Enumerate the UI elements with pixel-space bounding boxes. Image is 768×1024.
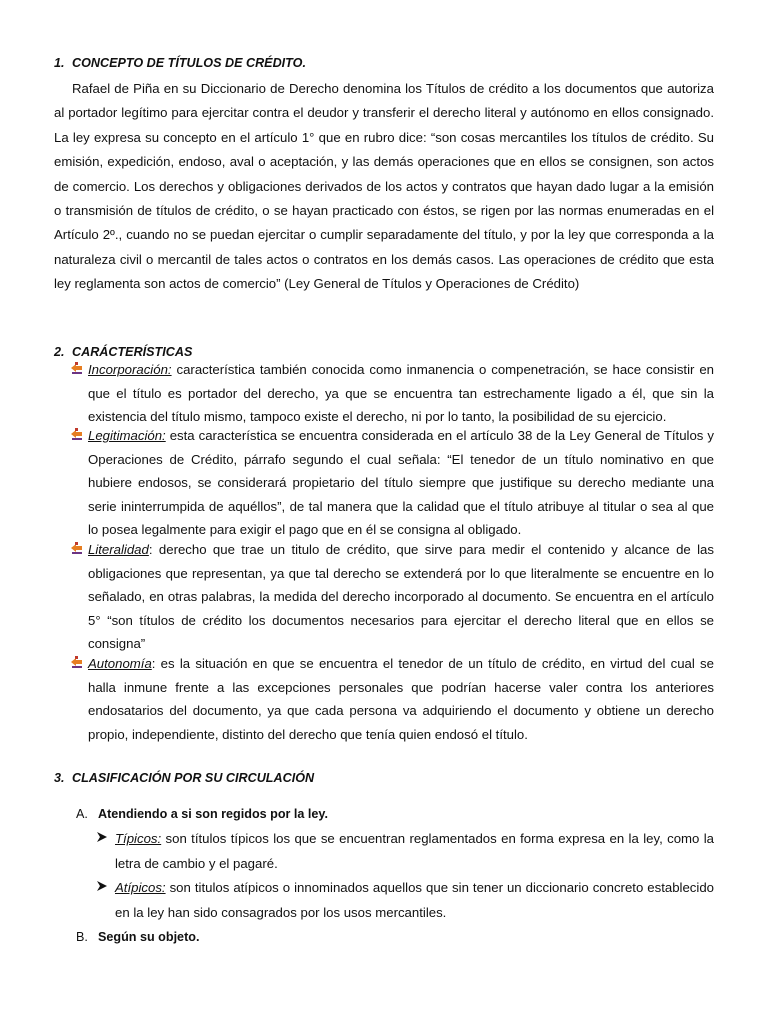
- characteristic-term: Autonomía: [88, 656, 152, 671]
- section-3-number: 3.: [54, 771, 65, 785]
- characteristic-item: [70, 424, 714, 542]
- section-3-title: CLASIFICACIÓN POR SU CIRCULACIÓN: [72, 771, 315, 785]
- classification-text: [115, 876, 714, 925]
- arrowhead-icon: [96, 831, 108, 843]
- section-2-number: 2.: [54, 345, 65, 359]
- characteristic-term: Literalidad: [88, 542, 149, 557]
- section-2-heading: [54, 345, 192, 359]
- characteristic-text: [88, 538, 714, 656]
- classification-term: Típicos:: [115, 831, 162, 846]
- hand-pointer-icon: [70, 541, 84, 555]
- characteristic-description: esta característica se encuentra considerada en el artículo 38 de la Ley General de Títulos y Operaciones de Crédito, párrafo segundo el cual señala: “El tenedor de un título nominativo en que hubiere endosos, se considerará propietario del título siempre que justifique su derecho mediante una serie ininterrumpida de aquéllos”, de tal manera que la calidad que el título atribuye al titular o sea al que lo posea legalmente para exigir el pago que en él se consigna al obligado.: [88, 428, 714, 537]
- characteristic-item: [70, 538, 714, 656]
- characteristic-item: [70, 358, 714, 429]
- group-letter: B.: [76, 930, 88, 944]
- characteristic-text: [88, 652, 714, 746]
- group-letter: A.: [76, 807, 88, 821]
- classification-item: [96, 827, 714, 876]
- section-1-body: Rafael de Piña en su Diccionario de Derecho denomina los Títulos de crédito a los documentos que autoriza al portador legítimo para ejercitar contra el deudor y transferir el derecho literal y autónomo en ellos consignado. La ley expresa su concepto en el artículo 1° que en rubro dice: “son cosas mercantiles los títulos de crédito. Su emisión, expedición, endoso, aval o aceptación, y las demás operaciones que en ellos se consignen, son actos de comercio. Los derechos y obligaciones derivados de los actos y contratos que hayan dado lugar a la emisión o transmisión de títulos de crédito, o se hayan practicado con éstos, se rigen por las normas enumeradas en el Artículo 2º., cuando no se puedan ejercitar o cumplir separadamente del título, y por la ley que corresponda a la naturaleza civil o mercantil de tales actos o contratos en los demás casos. Las operaciones de crédito que esta ley reglamenta son actos de comercio” (Ley General de Títulos y Operaciones de Crédito): [54, 81, 714, 292]
- hand-pointer-icon: [70, 655, 84, 669]
- hand-pointer-icon: [70, 427, 84, 441]
- section-1-paragraph: [54, 77, 714, 297]
- hand-pointer-icon: [70, 361, 84, 375]
- group-label: Según su objeto.: [98, 930, 200, 944]
- classification-group-a: [76, 807, 328, 821]
- classification-description: son títulos típicos los que se encuentran reglamentados en forma expresa en la ley, como la letra de cambio y el pagaré.: [115, 831, 714, 871]
- section-1-number: 1.: [54, 56, 65, 70]
- section-3-heading: [54, 771, 314, 785]
- characteristic-text: [88, 358, 714, 429]
- characteristic-description: característica también conocida como inmanencia o compenetración, se hace consistir en que el título es portador del derecho, ya que se encuentra tan estrechamente ligado a él, que sin la existencia del título mismo, tampoco existe el derecho, ni por lo tanto, la posibilidad de su ejercicio.: [88, 362, 714, 424]
- section-1-heading: [54, 56, 306, 70]
- classification-text: [115, 827, 714, 876]
- section-1-title: CONCEPTO DE TÍTULOS DE CRÉDITO.: [72, 56, 306, 70]
- arrowhead-icon: [96, 880, 108, 892]
- characteristic-term: Legitimación:: [88, 428, 166, 443]
- characteristic-text: [88, 424, 714, 542]
- classification-description: son titulos atípicos o innominados aquellos que sin tener un diccionario concreto establecido en la ley han sido consagrados por los usos mercantiles.: [115, 880, 714, 920]
- classification-group-b: [76, 930, 199, 944]
- characteristic-description: : derecho que trae un titulo de crédito, que sirve para medir el contenido y alcance de las obligaciones que representan, ya que tal derecho se extenderá por lo que literalmente se encuentre en lo señalado, en otras palabras, la medida del derecho incorporado al documento. Se encuentra en el artículo 5° “son títulos de crédito los documentos necesarios para ejercitar el derecho literal que en ellos se consigna”: [88, 542, 714, 651]
- group-label: Atendiendo a si son regidos por la ley.: [98, 807, 328, 821]
- classification-term: Atípicos:: [115, 880, 166, 895]
- section-2-title: CARÁCTERÍSTICAS: [72, 345, 193, 359]
- classification-item: [96, 876, 714, 925]
- characteristic-item: [70, 652, 714, 746]
- characteristic-description: : es la situación en que se encuentra el tenedor de un título de crédito, en virtud del cual se halla inmune frente a las excepciones personales que podrían hacerse valer contra los anteriores endosatarios del documento, ya que cada persona va adquiriendo el documento y obtiene un derecho propio, independiente, distinto del derecho que tenía quien endosó el título.: [88, 656, 714, 742]
- characteristic-term: Incorporación:: [88, 362, 172, 377]
